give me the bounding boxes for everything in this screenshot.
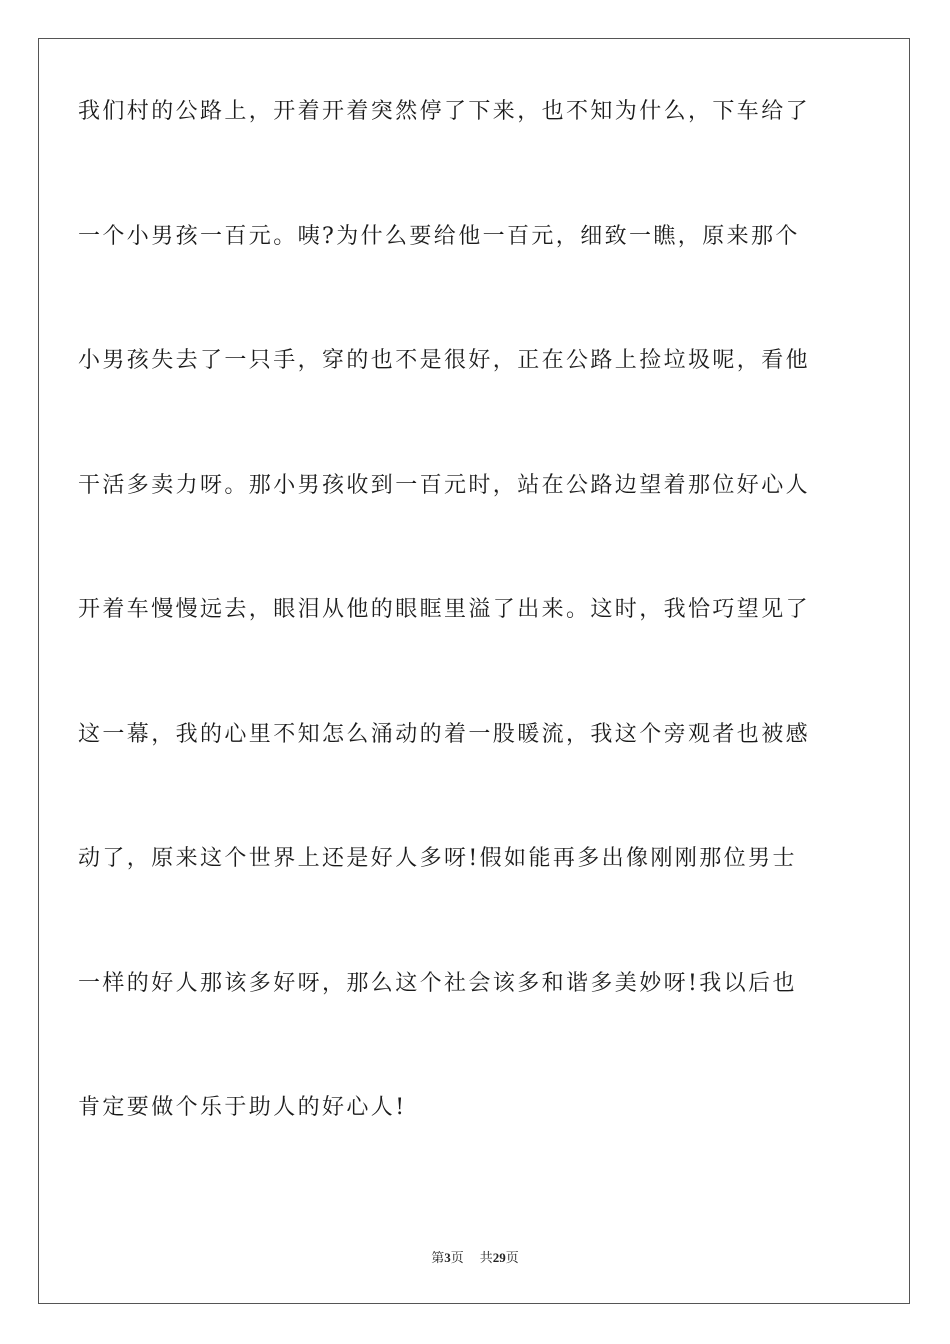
text-line-6: 这一幕，我的心里不知怎么涌动的着一股暖流，我这个旁观者也被感 <box>78 721 811 747</box>
text-line-1: 我们村的公路上，开着开着突然停了下来，也不知为什么，下车给了 <box>78 99 811 124</box>
text-line-7: 动了，原来这个世界上还是好人多呀!假如能再多出像刚刚那位男士 <box>78 846 797 871</box>
document-body <box>78 92 811 1213</box>
text-line-2: 一个小男孩一百元。咦?为什么要给他一百元，细致一瞧，原来那个 <box>78 223 800 249</box>
text-line-3: 小男孩失去了一只手，穿的也不是很好，正在公路上捡垃圾呢，看他 <box>78 348 811 373</box>
page-suffix: 页 <box>450 1251 464 1266</box>
page-number: 3 <box>444 1250 451 1265</box>
total-prefix: 共 <box>479 1251 493 1266</box>
page-prefix: 第 <box>431 1251 445 1266</box>
text-line-4: 干活多卖力呀。那小男孩收到一百元时，站在公路边望着那位好心人 <box>78 472 811 498</box>
total-pages: 29 <box>492 1250 506 1265</box>
total-suffix: 页 <box>505 1251 519 1266</box>
page-footer <box>0 1247 950 1266</box>
text-line-9: 肯定要做个乐于助人的好心人! <box>78 1095 407 1120</box>
text-line-5: 开着车慢慢远去，眼泪从他的眼眶里溢了出来。这时，我恰巧望见了 <box>78 597 811 622</box>
text-line-8: 一样的好人那该多好呀，那么这个社会该多和谐多美妙呀!我以后也 <box>78 970 797 996</box>
